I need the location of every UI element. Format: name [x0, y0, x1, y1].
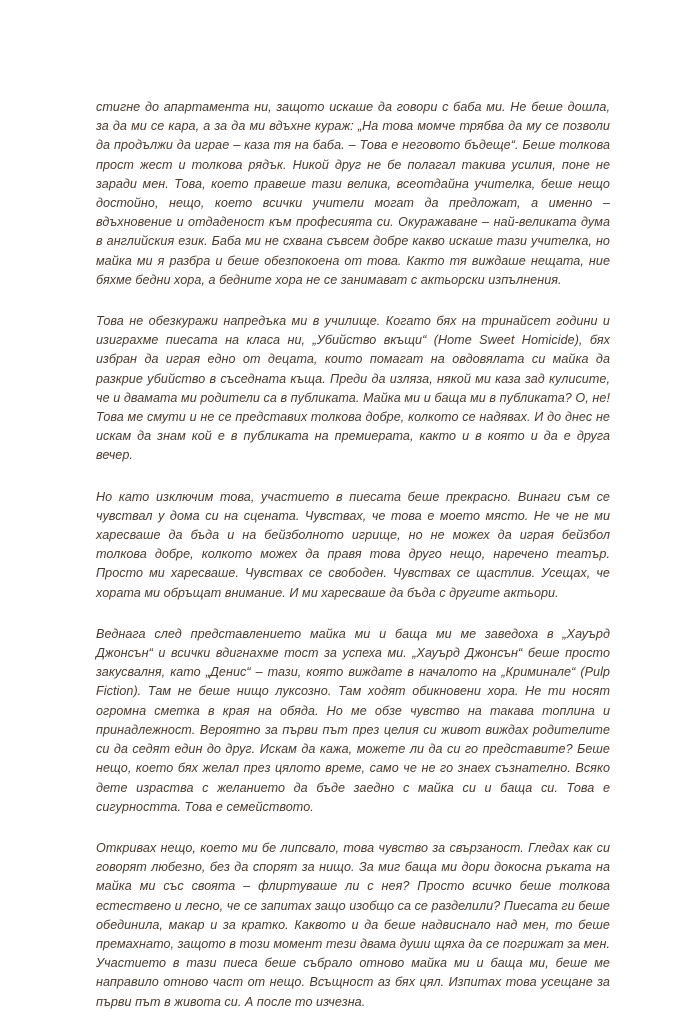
text-column — [96, 98, 610, 1034]
paragraph-5: Откривах нещо, което ми бе липсвало, това чувство за свързаност. Гледах как си говорят любезно, без да спорят за нищо. За миг баща ми дори докосна ръката на майка ми със своята – флиртуваше ли с нея? Просто всичко беше толкова естествено и лесно, че се запитах защо изобщо са се разделили? Пиесата ги беше обединила, макар и за кратко. Каквото и да беше надвиснало над мен, то беше премахнато, защото в този момент тези двама души щяха да се погрижат за мен. Участието в тази пиеса беше събрало отново майка ми и баща ми, беше ме направило отново част от нещо. Всъщност аз бях цял. Изпитах това усещане за първи път в живота си. А после то изчезна. — [96, 840, 610, 1009]
paragraph-3: Но като изключим това, участието в пиесата беше прекрасно. Винаги съм се чувствал у дома си на сцената. Чувствах, че това е моето място. Не че не ми харесваше да бъда и на бейзболното игрище, но не можех да играя бейзбол толкова добре, колкото можех да правя това друго нещо, наречено театър. Просто ми харесваше. Чувствах се свободен. Чувствах се щастлив. Усещах, че хората ми обръщат внимание. И ми харесваше да бъда с другите актьори. — [96, 489, 610, 600]
paragraph-1: стигне до апартамента ни, защото искаше да говори с баба ми. Не беше дошла, за да ми се кара, а за да ми вдъхне кураж: „На това момче трябва да му се позволи да продължи да играе – каза тя на баба. – Това е неговото бъдеще“. Беше толкова прост жест и толкова рядък. Никой друг не бе полагал такива усилия, поне не заради мен. Това, което правеше тази велика, всеотдайна учителка, беше нещо достойно, нещо, което всички учители могат да предложат, а именно – вдъхновение и отдаденост към професията си. Окуражаване – най-великата дума в английския език. Баба ми не схвана съвсем добре какво искаше тази учителка, но майка ми я разбра и беше обезпокоена от това. Както тя виждаше нещата, ние бяхме бедни хора, а бедните хора не се занимават с актьорски изпълнения. — [96, 100, 610, 287]
paragraph-2: Това не обезкуражи напредъка ми в училище. Когато бях на тринайсет години и изиграхме пиесата на класа ни, „Убийство вкъщи“ (Home Sweet Homicide), бях избран да играя едно от децата, които помагат на овдовялата си майка да разкрие убийство в съседната къща. Преди да изляза, някой ми каза зад кулисите, че и двамата ми родители са в публиката. Майка ми и баща ми в публиката? О, не! Това ме смути и не се представих толкова добре, колкото се надявах. И до днес не искам да знам кой е в публиката на премиерата, както и в която и да е друга вечер. — [96, 314, 610, 463]
paragraph-4: Веднага след представлението майка ми и баща ми ме заведоха в „Хауърд Джонсън“ и всички вдигнахме тост за успеха ми. „Хауърд Джонсън“ беше просто закусвалня, като „Денис“ – тази, която виждате в началото на „Криминале“ (Pulp Fiction). Там не беше нищо луксозно. Там ходят обикновени хора. Не ти носят огромна сметка в края на обяда. Но ме обзе чувство на такава топлина и принадлежност. Вероятно за първи път през целия си живот виждах родителите си да седят един до друг. Искам да кажа, можете ли да си го представите? Беше нещо, което бях желал през цялото време, само че не го знаех съзнателно. Всяко дете израства с желанието да бъде заедно с майка си и баща си. Това е сигурността. Това е семейството. — [96, 626, 610, 814]
